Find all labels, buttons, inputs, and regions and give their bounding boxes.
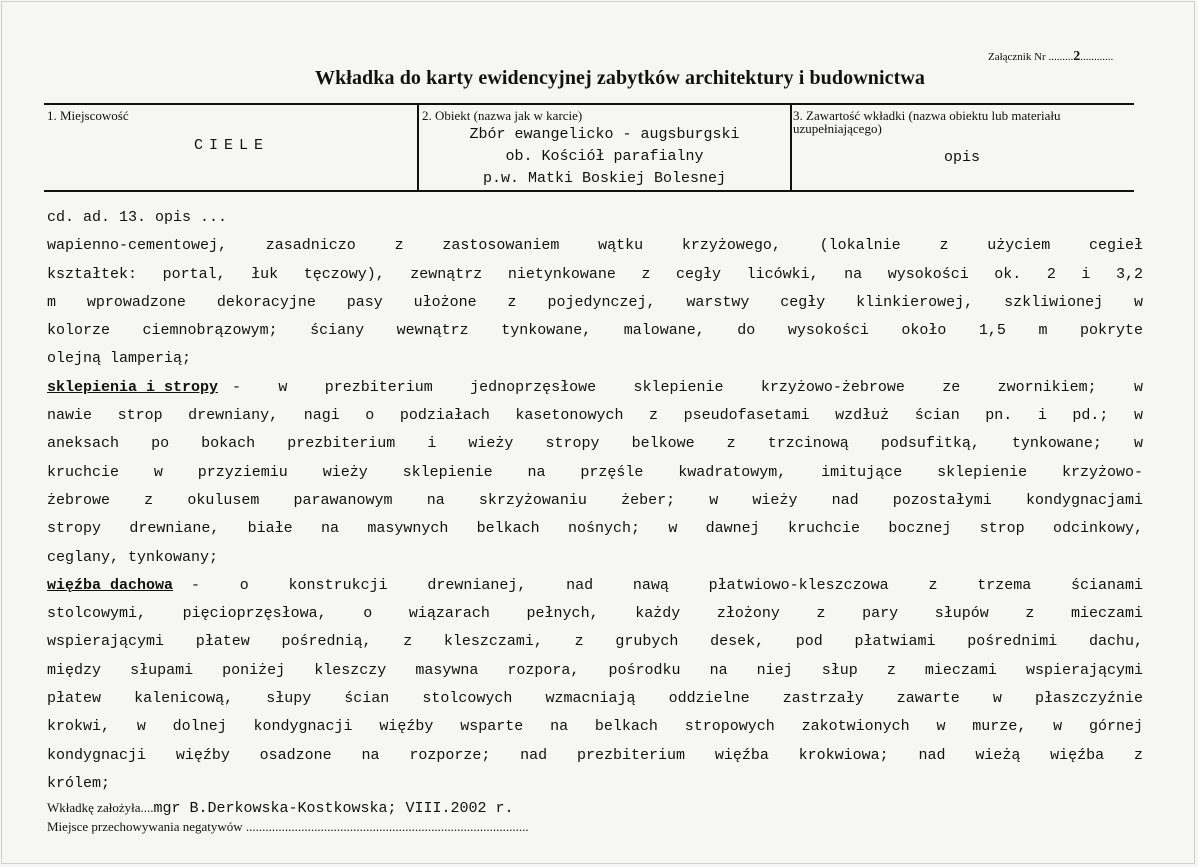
text-line: płatew kalenicową, słupy ścian stolcowych wzmacniają oddzielne zastrzały zawarte w płaszczyźnie xyxy=(47,690,1143,708)
page-title: Wkładka do karty ewidencyjnej zabytków architektury i budownictwa xyxy=(314,67,926,89)
footer-author-value: mgr B.Derkowska-Kostkowska; VIII.2002 r. xyxy=(153,800,514,817)
text-line: żebrowe z okulusem parawanowym na skrzyżowaniu żeber; w wieży nad pozostałymi kondygnacjami xyxy=(47,491,1143,509)
section-roof-heading: więźba dachowa xyxy=(47,576,174,594)
footer-author-label: Wkładkę założyła.... xyxy=(47,800,154,815)
footer-negatives-dots: ....................................................................................... xyxy=(245,819,529,834)
section-vaults-first-line xyxy=(47,374,1143,402)
header-content xyxy=(790,105,1134,190)
text-line: między słupami poniżej kleszczy masywna rozpora, pośrodku na niej słup z mieczami wspierającymi xyxy=(47,661,1143,679)
text-line: kształtek: portal, łuk tęczowy), zewnątrz nietynkowane z cegły licówki, na wysokości ok. 2 i 3,2 xyxy=(47,265,1143,283)
annex-dots-before: ......... xyxy=(1048,51,1074,63)
header-content-value: opis xyxy=(943,149,980,166)
text-line: wspierającymi płatew pośrednią, z kleszczami, z grubych desek, pod płatwiami pośrednimi dachu, xyxy=(47,633,1143,651)
intro-line: cd. ad. 13. opis ... xyxy=(47,209,228,226)
text-line: królem; xyxy=(47,774,111,792)
footer-negatives-label: Miejsce przechowywania negatywów xyxy=(47,819,243,834)
section-vaults-heading: sklepienia i stropy xyxy=(47,378,219,396)
header-locality-value: CIELE xyxy=(193,137,269,154)
header-object-line: p.w. Matki Boskiej Bolesnej xyxy=(482,170,727,187)
section-vaults-first-text: - w prezbiterium jednoprzęsłowe sklepienie krzyżowo-żebrowe ze zwornikiem; w xyxy=(232,378,1143,396)
annex-label: Załącznik Nr xyxy=(988,51,1046,63)
footer xyxy=(47,797,529,838)
header-content-label: 3. Zawartość wkładki (nazwa obiektu lub materiału uzupełniającego) xyxy=(793,108,1061,136)
section-roof-first-text: - o konstrukcji drewnianej, nad nawą płatwiowo-kleszczowa z trzema ścianami xyxy=(191,576,1143,594)
description-body xyxy=(47,204,1143,798)
header-object-label: 2. Obiekt (nazwa jak w karcie) xyxy=(422,108,583,123)
text-line: kruchcie w przyziemiu wieży sklepienie na przęśle kwadratowym, imitujące sklepienie krzyżowo- xyxy=(47,463,1143,481)
header-object-line: Zbór ewangelicko - augsburgski xyxy=(469,126,740,143)
text-line: m wprowadzone dekoracyjne pasy ułożone z pojedynczej, warstwy cegły klinkierowej, szkliwionej w xyxy=(47,293,1143,311)
text-line: aneksach po bokach prezbiterium i wieży stropy belkowe z trzcinową podsufitką, tynkowane; w xyxy=(47,435,1143,453)
text-line: krokwi, w dolnej kondygnacji więźby wsparte na belkach stropowych zakotwionych w murze, w górnej xyxy=(47,718,1143,736)
text-line: kondygnacji więźby osadzone na rozporze; nad prezbiterium więźba krokwiowa; nad wieżą więźba z xyxy=(47,746,1143,764)
header-locality-label: 1. Miejscowość xyxy=(47,108,129,123)
annex-value: 2 xyxy=(1073,49,1081,64)
header-table xyxy=(44,103,1134,192)
header-object-line: ob. Kościół parafialny xyxy=(505,148,704,165)
header-locality xyxy=(44,105,419,190)
header-object xyxy=(417,105,792,190)
text-line: kolorze ciemnobrązowym; ściany wewnątrz tynkowane, malowane, do wysokości około 1,5 m pokryte xyxy=(47,322,1143,340)
annex-dots-after: ............ xyxy=(1080,51,1114,63)
annex-number xyxy=(988,49,1113,65)
text-line: stolcowymi, pięcioprzęsłowa, o wiązarach pełnych, każdy złożony z pary słupów z mieczami xyxy=(47,605,1143,623)
text-line: stropy drewniane, białe na masywnych belkach nośnych; w dawnej kruchcie bocznej strop odcinkowy, xyxy=(47,520,1143,538)
text-line: ceglany, tynkowany; xyxy=(47,548,219,566)
footer-negatives xyxy=(47,816,529,838)
section-roof-first-line xyxy=(47,572,1143,600)
text-line: wapienno-cementowej, zasadniczo z zastosowaniem wątku krzyżowego, (lokalnie z użyciem cegieł xyxy=(47,237,1143,255)
text-line: nawie strop drewniany, nagi o podziałach kasetonowych z pseudofasetami wzdłuż ścian pn. i pd.; w xyxy=(47,407,1143,425)
text-line: olejną lamperią; xyxy=(47,350,192,368)
